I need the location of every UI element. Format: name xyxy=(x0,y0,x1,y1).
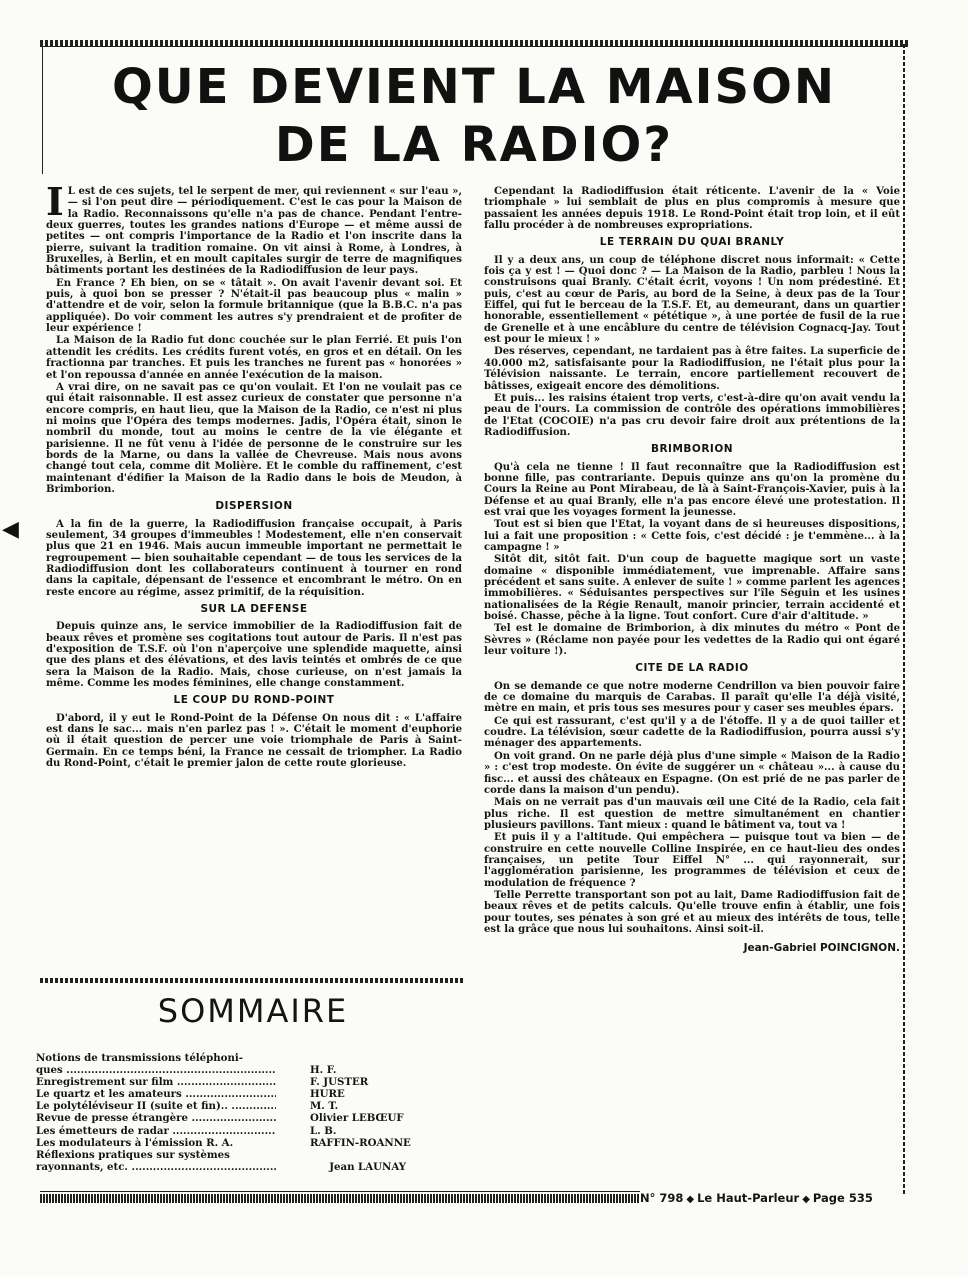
paragraph: En France ? Eh bien, on se « tâtait ». On avait l'avenir devant soi. Et puis, à quoi bon se presser ? N'était-il pas beaucoup plus « malin » d'attendre et de voir, selon la formule britannique (que la B.B.C. n'a pas appliquée). Do voir comment les autres s'y prendraient et de profiter de leur expérience ! xyxy=(46,277,462,335)
section-heading-brimborion: BRIMBORION xyxy=(650,443,734,456)
toc-row xyxy=(36,1076,416,1088)
journal-name: Le Haut-Parleur xyxy=(697,1191,800,1205)
toc-entry-author: Jean LAUNAY xyxy=(329,1160,406,1173)
toc-row xyxy=(36,1052,416,1064)
paragraph: Tout est si bien que l'Etat, la voyant dans de si heureuses dispositions, lui a fait une proposition : « Cette fois, c'est décidé : je t'emmène... à la campagne ! » xyxy=(484,519,900,553)
toc-entry-author xyxy=(276,1052,416,1064)
toc-entry-title: Réflexions pratiques sur systèmes xyxy=(36,1148,230,1161)
paragraph: Des réserves, cependant, ne tardaient pas à être faites. La superficie de 40.000 m2, satisfaisante pour la Radiodiffusion, ne l'était plus pour la Télévision naissante. Le terrain, encore partiellement recouvert de bâtisses, exigeait encore des démolitions. xyxy=(484,346,900,392)
toc-row xyxy=(36,1137,416,1149)
article-column-right xyxy=(484,186,900,956)
paragraph: On voit grand. On ne parle déjà plus d'une simple « Maison de la Radio » : c'est trop modeste. On évite de suggérer un « château »... à cause du fisc... et aussi des châteaux en Espagne. (On est prié de ne pas parler de corde dans la maison d'un pendu). xyxy=(484,750,900,796)
toc-row xyxy=(36,1149,416,1161)
page-footer xyxy=(640,1191,906,1205)
paragraph xyxy=(46,179,462,277)
paragraph: Mais on ne verrait pas d'un mauvais œil une Cité de la Radio, cela fait plus riche. Il est question de mettre simultanément en chantier plusieurs pavillons. Tant mieux : quand le bâtiment va, tout va ! xyxy=(484,797,900,831)
author-signature: Jean-Gabriel POINCIGNON. xyxy=(743,942,900,955)
sommaire-title: SOMMAIRE xyxy=(157,992,349,1030)
toc-entry-author: Olivier LEBŒUF xyxy=(310,1112,404,1125)
toc-entry-author: L. B. xyxy=(310,1124,337,1137)
paragraph: D'abord, il y eut le Rond-Point de la Défense On nous dit : « L'affaire est dans le sac... mais n'en parlez pas ! ». C'était le moment d'euphorie où il était question de percer une voie triomphale de Paris à Saint-Germain. En ce temps béni, la France ne cessait de triompher. La Radio du Rond-Point, c'était le premier jalon de cette route glorieuse. xyxy=(46,712,462,770)
paragraph: Sitôt dit, sitôt fait. D'un coup de baguette magique sort un vaste domaine « disponible immédiatement, vue imprenable. Affaire sans précédent et sans suite. A enlever de suite ! » comme parlent les agences immobilières. « Séduisantes perspectives sur l'île Séguin et les usines nationalisées de la Régie Renault, manoir princier, terrain accidenté et boisé. Chasse, pêche à la ligne. Tout confort. Cure d'air d'altitude. » xyxy=(484,554,900,623)
toc-entry-author: RAFFIN-ROANNE xyxy=(310,1136,411,1149)
paragraph: Telle Perrette transportant son pot au lait, Dame Radiodiffusion fait de beaux rêves et de petits calculs. Qu'elle trouve enfin à établir, une fois pour toutes, ses pénates à son gré et au mieux des intérêts de tous, telle est la grâce que nous lui souhaitons. Ainsi soit-il. xyxy=(484,889,900,935)
toc-row xyxy=(36,1112,416,1124)
paragraph: La Maison de la Radio fut donc couchée sur le plan Ferrié. Et puis l'on attendit les crédits. Les crédits furent votés, en gros et en détail. On les fractionna par tranches. Et puis les tranches ne furent pas « honorées » et l'on repoussa d'année en année l'exécution de la maison. xyxy=(46,335,462,381)
toc-entry-title: ques ..... xyxy=(36,1064,276,1076)
paragraph: On se demande ce que notre moderne Cendrillon va bien pouvoir faire de ce domaine du marquis de Carabas. Il paraît qu'elle l'a déjà visité, mètre en main, et pris tous ses mesures pour y caser ses meubles épars. xyxy=(484,680,900,715)
paragraph: Qu'à cela ne tienne ! Il faut reconnaître que la Radiodiffusion est bonne fille, pas contrariante. Depuis quinze ans qu'on la promène du Cours la Reine au Pont Mirabeau, de là à Saint-François-Xavier, puis à la Défense et au quai Branly, elle n'a pas encore élevé une protestation. Il est vrai que les voyages forment la jeunesse. xyxy=(484,461,900,518)
toc-entry-title: rayonnants, etc. ..... xyxy=(36,1161,276,1173)
toc-row xyxy=(36,1088,416,1100)
section-heading-defense: SUR LA DEFENSE xyxy=(200,603,308,616)
issue-number: N° 798 xyxy=(640,1191,684,1205)
drop-cap: I xyxy=(46,179,64,224)
paragraph: Il y a deux ans, un coup de téléphone discret nous informait: « Cette fois ça y est ! — Quoi donc ? — La Maison de la Radio, parbleu ! Nous la construisons quai Branly. C'était écrit, voyons ! Un nom prédestiné. Et puis, c'est au cœur de Paris, au bord de la Seine, à deux pas de la Tour Eiffel, qui fut le berceau de la T.S.F. Et, au demeurant, dans un quartier honorable, essentiellement « pététique », à une portée de fusil de la rue de Grenelle et à une encâblure du centre de télévision Cognacq-Jay. Tout est pour le mieux ! » xyxy=(484,254,900,346)
section-heading-terrain: LE TERRAIN DU QUAI BRANLY xyxy=(599,236,785,249)
paragraph-text: L est de ces sujets, tel le serpent de mer, qui reviennent « sur l'eau », — si l'on peut dire — périodiquement. C'est le cas pour la Maison de la Radio. Reconnaissons qu'elle n'a pas de chance. Pendant l'entre-deux guerres, toutes les grandes nations d'Europe — et même aussi de petites — ont compris l'importance de la Radio et l'on inscrite dans la pierre, suivant la tradition romaine. On vit ainsi à Rome, à Londres, à Bruxelles, à Berlin, et en moult capitales surgir de terre de magnifiques bâtiments portant les destinées de la Radiodiffusion de leur pays. xyxy=(46,186,462,277)
toc-entry-author: M. T. xyxy=(310,1100,339,1113)
toc-row xyxy=(36,1161,416,1173)
paragraph: Tel est le domaine de Brimborion, à dix minutes du métro « Pont de Sèvres » (Réclame non payée pour les vedettes de la Radio qui ont égaré leur voiture !). xyxy=(484,623,900,658)
sommaire-separator xyxy=(40,978,464,983)
section-heading-cite: CITE DE LA RADIO xyxy=(635,662,749,675)
toc-entry-author xyxy=(276,1149,416,1161)
toc-row xyxy=(36,1100,416,1112)
toc-entry-author: HURE xyxy=(310,1088,345,1101)
toc-row xyxy=(36,1125,416,1137)
page-number: Page 535 xyxy=(812,1191,873,1205)
toc-row xyxy=(36,1064,416,1076)
right-dotted-border xyxy=(903,44,905,1194)
toc-entry-title: Les modulateurs à l'émission R. A. xyxy=(36,1136,234,1149)
paragraph: Et puis... les raisins étaient trop verts, c'est-à-dire qu'on avait vendu la peau de l'ours. La commission de contrôle des opérations immobilières de l'Etat (COCOIE) n'a pas cru devoir faire droit aux prétentions de la Radiodiffusion. xyxy=(484,392,900,438)
paragraph: Et puis il y a l'altitude. Qui empêchera — puisque tout va bien — de construire en cette nouvelle Colline Inspirée, en ce haut-lieu des ondes françaises, un petite Tour Eiffel N° ... qui rayonnerait, sur l'agglomération parisienne, les programmes de télévision et ceux de modulation de fréquence ? xyxy=(484,832,900,889)
section-heading-rond-point: LE COUP DU ROND-POINT xyxy=(173,694,335,707)
paragraph: A la fin de la guerre, la Radiodiffusion française occupait, à Paris seulement, 34 groupes d'immeubles ! Modestement, elle n'en conservait plus que 21 en 1946. Mais aucun immeuble important ne permettait le regroupement — bien souhaitable cependant — de tous les services de la Radiodiffusion dont les collaborateurs continuent à tourner en rond dans la capitale, dépensant de l'essence et encombrant le métro. On en reste encore au régime, assez primitif, de la réquisition. xyxy=(46,518,462,598)
table-of-contents xyxy=(36,1052,416,1173)
top-dotted-rule xyxy=(40,40,908,46)
footer-rule xyxy=(40,1194,640,1203)
toc-entry-title: Les émetteurs de radar ..... xyxy=(36,1125,276,1137)
left-border-line xyxy=(42,44,43,174)
toc-entry-author: H. F. xyxy=(310,1064,337,1077)
toc-entry-title: Le quartz et les amateurs ..... xyxy=(36,1088,276,1100)
binding-mark-icon: ◀ xyxy=(2,516,19,542)
section-heading-dispersion: DISPERSION xyxy=(215,500,293,513)
article-column-left xyxy=(46,179,462,771)
title-line-2: DE LA RADIO? xyxy=(274,117,674,173)
diamond-icon: ◆ xyxy=(686,1194,695,1205)
article-title xyxy=(48,58,900,174)
paragraph: Depuis quinze ans, le service immobilier de la Radiodiffusion fait de beaux rêves et promène ses cogitations tout autour de Paris. Il n'est pas d'exposition de T.S.F. où l'on n'aperçoive une splendide maquette, ainsi que des plans et des élévations, et des lavis teintés et ombrés de ce que sera la Maison de la Radio. Mais, chose curieuse, on n'est jamais la même. Comme les modes féminines, elle change constamment. xyxy=(46,621,462,690)
paragraph: Ce qui est rassurant, c'est qu'il y a de l'étoffe. Il y a de quoi tailler et coudre. La télévision, sœur cadette de la Radiodiffusion, pourra aussi s'y ménager des appartements. xyxy=(484,715,900,750)
toc-entry-title: Enregistrement sur film ..... xyxy=(36,1076,276,1088)
diamond-icon: ◆ xyxy=(802,1194,810,1205)
paragraph: Cependant la Radiodiffusion était réticente. L'avenir de la « Voie triomphale » lui semblait de plus en plus compromis à mesure que passaient les années depuis 1918. Le Rond-Point était trop loin, et il eût fallu procéder à de nombreuses expropriations. xyxy=(484,186,900,232)
paragraph: A vrai dire, on ne savait pas ce qu'on voulait. Et l'on ne voulait pas ce qui était raisonnable. Il est assez curieux de constater que personne n'a encore compris, en haut lieu, que la Maison de la Radio, ce n'est ni plus ni moins que l'Opéra des temps modernes. Jadis, l'Opéra était, sinon le nombril du monde, tout au moins le centre de la vie élégante et parisienne. Il ne fût venu à l'idée de personne de le construire sur les bords de la Marne, ou dans la vallée de Chevreuse. Mais nous avons changé tout cela, comme dit Molière. Et le comble du raffinement, c'est maintenant d'édifier la Maison de la Radio dans le bois de Meudon, à Brimborion. xyxy=(46,381,462,495)
title-line-1: QUE DEVIENT LA MAISON xyxy=(111,59,837,115)
toc-entry-author: F. JUSTER xyxy=(310,1076,369,1089)
toc-entry-title: Revue de presse étrangère ..... xyxy=(36,1112,276,1124)
toc-entry-title: Le polytéléviseur II (suite et fin).. ..... xyxy=(36,1100,276,1112)
toc-entry-title: Notions de transmissions téléphoni- xyxy=(36,1052,243,1064)
